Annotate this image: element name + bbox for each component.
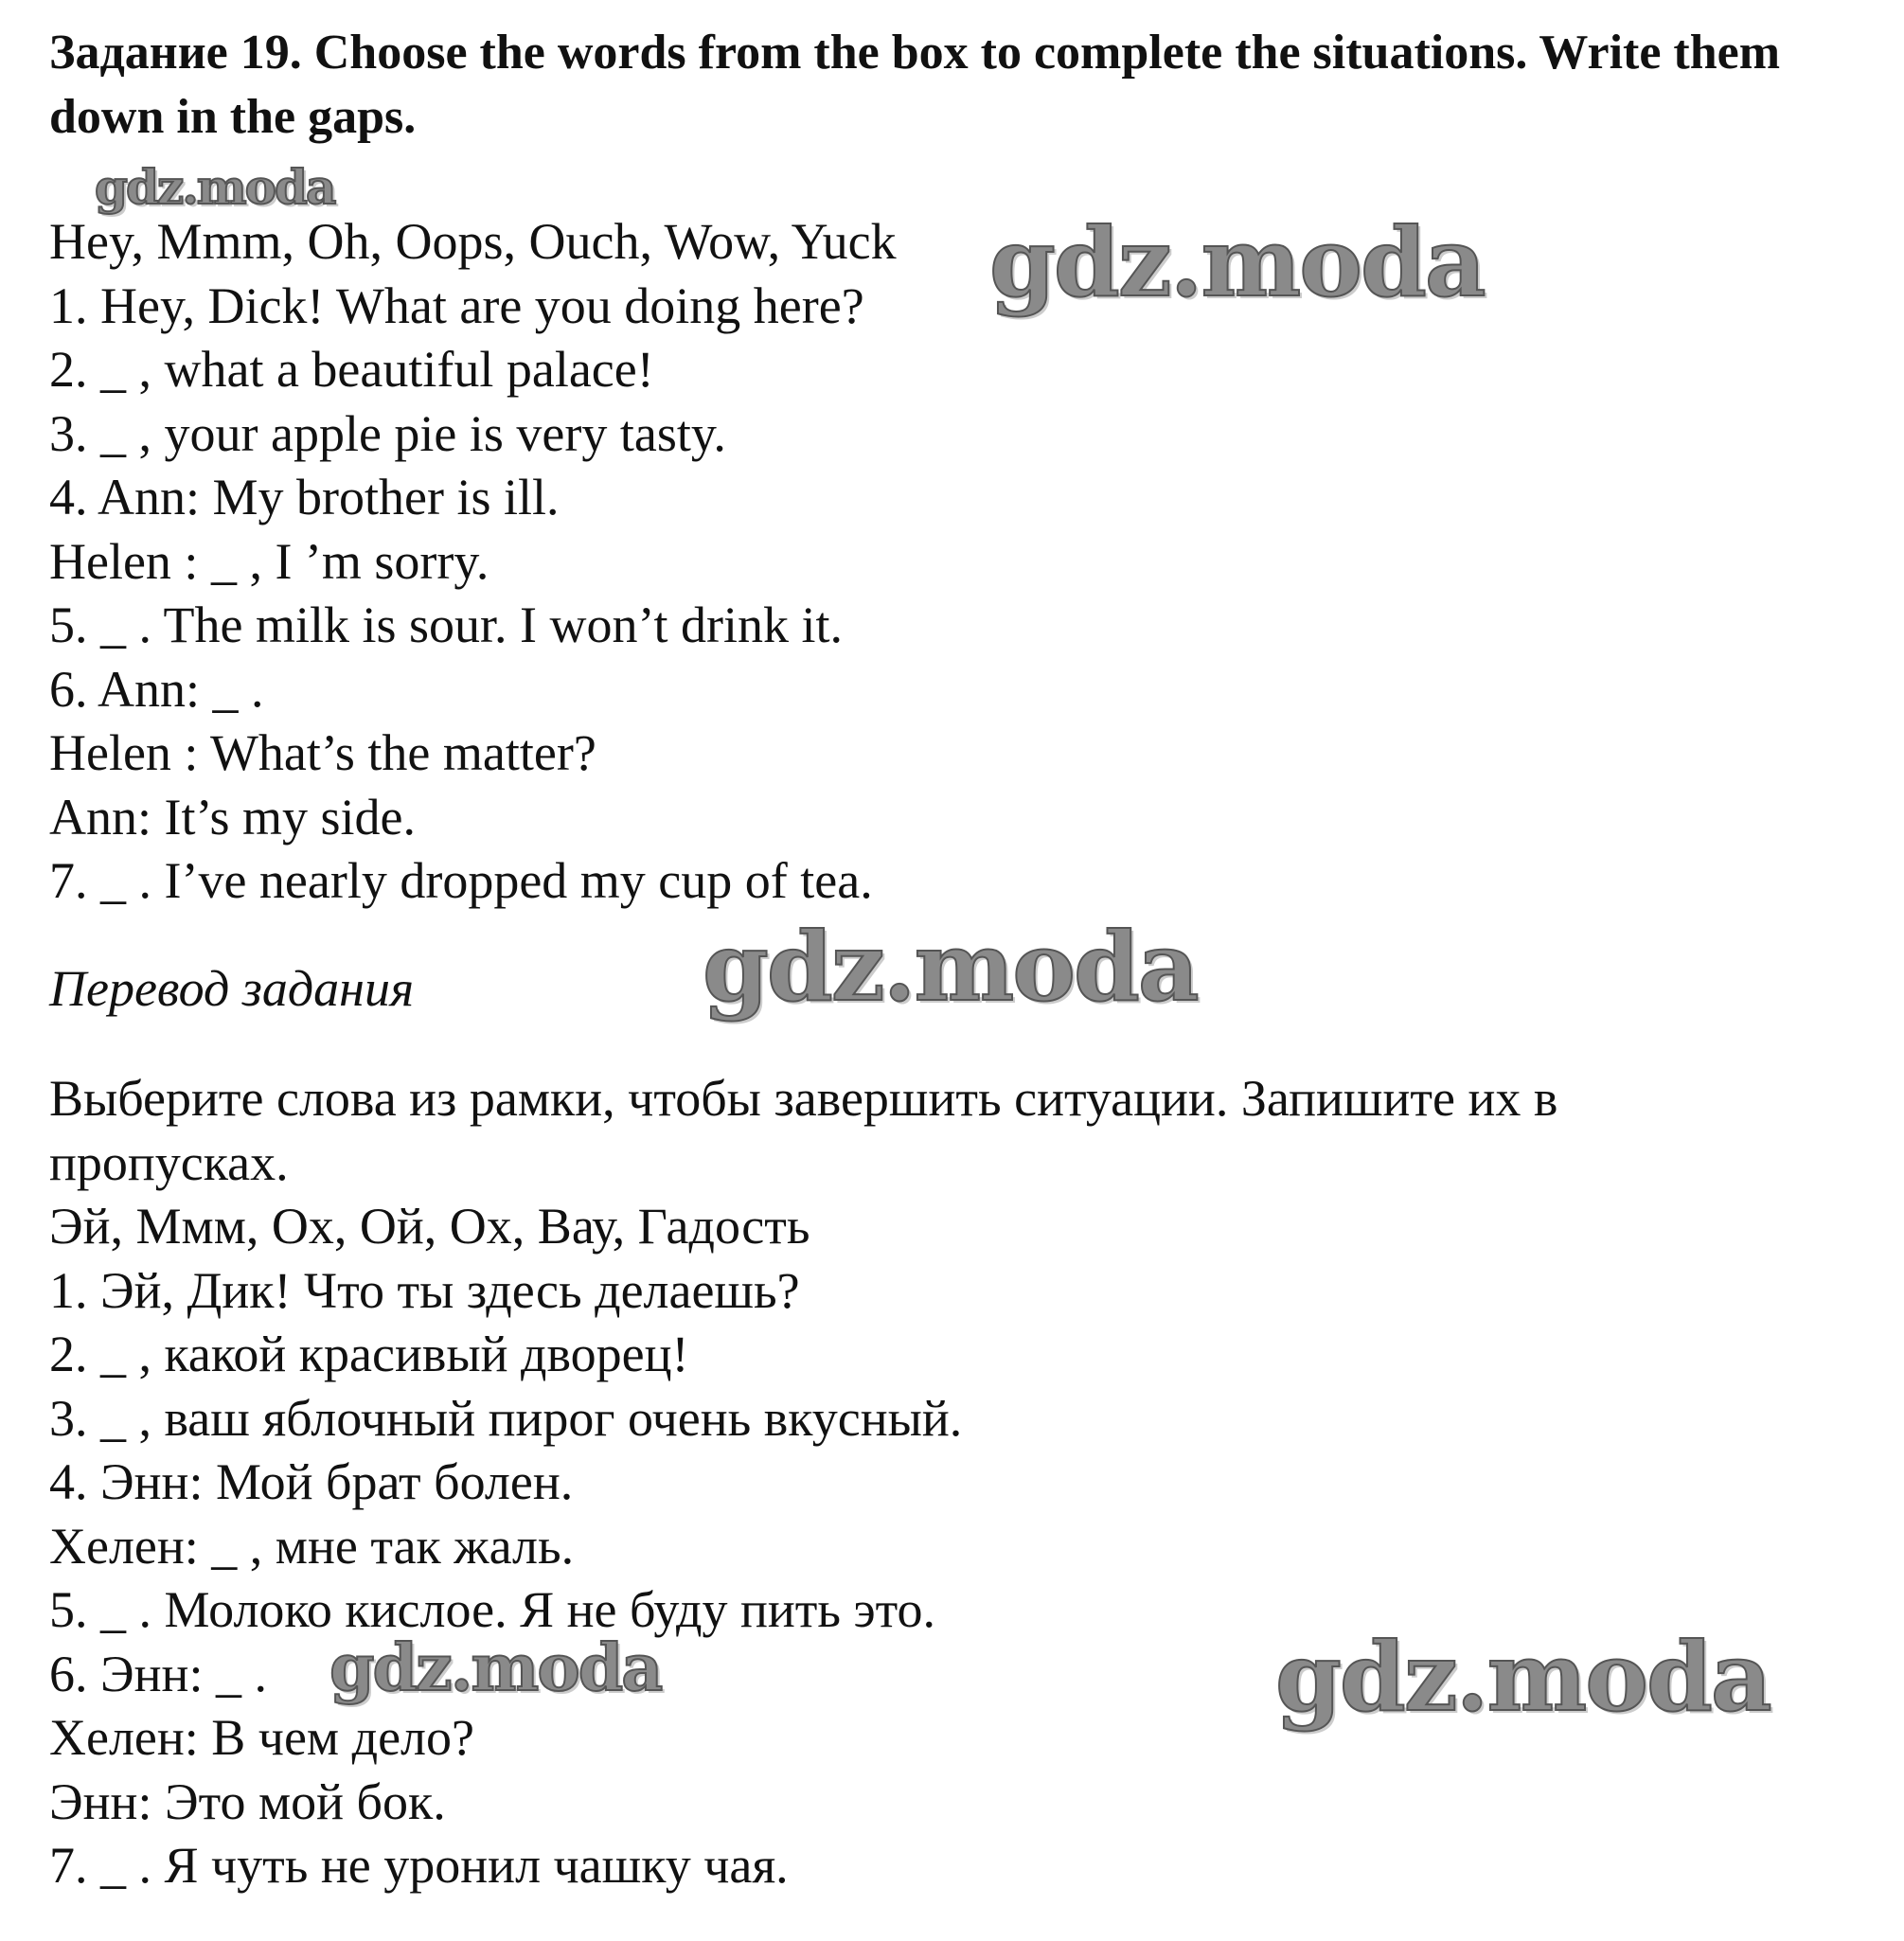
exercise-line: Helen : _ , I ’m sorry. bbox=[49, 532, 489, 590]
exercise-line: Хелен: В чем дело? bbox=[49, 1709, 474, 1766]
exercise-line: 4. Ann: My brother is ill. bbox=[49, 469, 560, 525]
exercise-line: Helen : What’s the matter? bbox=[49, 724, 596, 781]
exercise-line: 3. _ , your apple pie is very tasty. bbox=[49, 404, 726, 462]
word-box: Эй, Ммм, Ох, Ой, Ох, Вау, Гадость bbox=[49, 1198, 810, 1255]
exercise-line: 7. _ . I’ve nearly dropped my cup of tea. bbox=[49, 852, 873, 909]
russian-exercise bbox=[49, 1067, 1557, 1898]
translation-heading: Перевод задания bbox=[49, 960, 415, 1017]
exercise-line: 6. Ann: _ . bbox=[49, 660, 264, 718]
watermark: gdz.moda bbox=[1275, 1621, 1771, 1733]
watermark: gdz.moda bbox=[989, 206, 1485, 318]
exercise-line: 2. _ , what a beautiful palace! bbox=[49, 341, 654, 398]
task-title: Задание 19. Choose the words from the box to complete the situations. Write them down in the gaps. bbox=[49, 26, 1781, 144]
exercise-line: 1. Hey, Dick! What are you doing here? bbox=[49, 276, 864, 334]
exercise-line: 3. _ , ваш яблочный пирог очень вкусный. bbox=[49, 1389, 963, 1447]
exercise-line: 7. _ . Я чуть не уронил чашку чая. bbox=[49, 1837, 789, 1894]
exercise-line: 4. Энн: Мой брат болен. bbox=[49, 1453, 574, 1510]
word-box: Hey, Mmm, Oh, Oops, Ouch, Wow, Yuck bbox=[49, 213, 897, 270]
exercise-line: Хелен: _ , мне так жаль. bbox=[49, 1517, 575, 1575]
instruction-line: Выберите слова из рамки, чтобы завершить ситуации. Запишите их в bbox=[49, 1070, 1558, 1127]
watermark: gdz.moda bbox=[703, 911, 1198, 1023]
watermark: gdz.moda bbox=[329, 1630, 662, 1706]
exercise-line: Энн: Это мой бок. bbox=[49, 1772, 446, 1830]
exercise-line: Ann: It’s my side. bbox=[49, 788, 416, 846]
exercise-line: 5. _ . The milk is sour. I won’t drink it. bbox=[49, 597, 844, 653]
exercise-line: 2. _ , какой красивый дворец! bbox=[49, 1326, 689, 1382]
exercise-line: 5. _ . Молоко кислое. Я не буду пить это. bbox=[49, 1581, 936, 1638]
exercise-line: 1. Эй, Дик! Что ты здесь делаешь? bbox=[49, 1261, 800, 1319]
exercise-line: 6. Энн: _ . bbox=[49, 1645, 267, 1702]
instruction-line: пропусках. bbox=[49, 1133, 289, 1191]
watermark: gdz.moda bbox=[95, 159, 335, 215]
english-exercise bbox=[49, 210, 897, 914]
